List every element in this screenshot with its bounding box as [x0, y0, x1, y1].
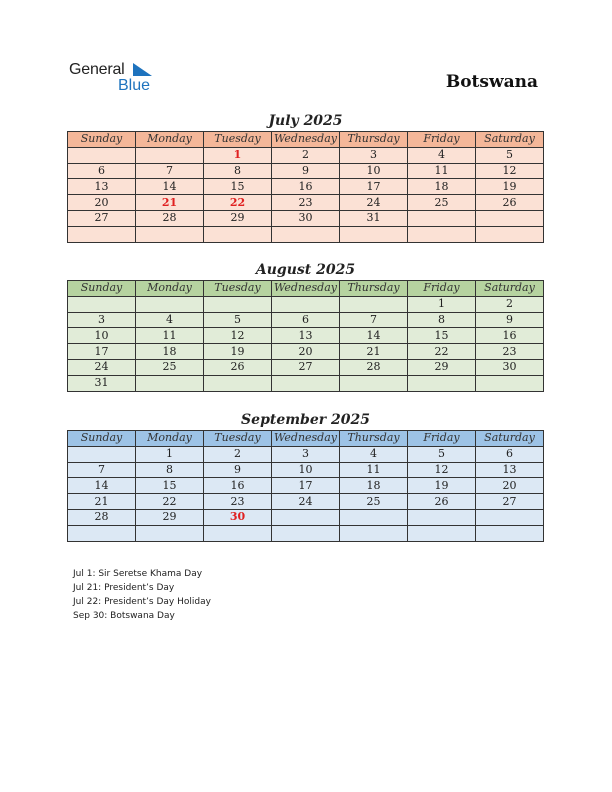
day-cell: 10: [272, 462, 340, 478]
day-cell: 10: [68, 328, 136, 344]
empty-day-cell: [476, 509, 544, 525]
day-cell: 18: [408, 179, 476, 195]
calendar-grid: [67, 280, 544, 392]
day-cell: 25: [136, 359, 204, 375]
day-cell: 9: [204, 462, 272, 478]
day-cell: 14: [136, 179, 204, 195]
day-cell: 19: [408, 478, 476, 494]
empty-day-cell: [272, 375, 340, 391]
day-cell: 27: [476, 494, 544, 510]
empty-day-cell: [408, 525, 476, 541]
week-row: [68, 226, 544, 242]
weekday-header: Tuesday: [204, 281, 272, 297]
day-cell: 4: [340, 446, 408, 462]
day-cell: 3: [340, 147, 408, 163]
day-cell: 15: [136, 478, 204, 494]
weekday-header: Wednesday: [272, 281, 340, 297]
empty-day-cell: [340, 375, 408, 391]
calendar-grid: [67, 131, 544, 243]
calendar-grid: [67, 430, 544, 542]
day-cell: 15: [204, 179, 272, 195]
weekday-header: Friday: [408, 132, 476, 148]
day-cell: 16: [204, 478, 272, 494]
empty-day-cell: [476, 375, 544, 391]
day-cell: 2: [476, 296, 544, 312]
month-september: [67, 411, 544, 542]
holiday-note: Jul 1: Sir Seretse Khama Day: [73, 569, 203, 579]
day-cell: 21: [68, 494, 136, 510]
empty-day-cell: [408, 509, 476, 525]
day-cell: 23: [476, 344, 544, 360]
week-row: [68, 344, 544, 360]
logo-triangle-icon: [133, 63, 153, 77]
empty-day-cell: [408, 226, 476, 242]
empty-day-cell: [136, 226, 204, 242]
week-row: [68, 375, 544, 391]
week-row: [68, 328, 544, 344]
day-cell: 20: [272, 344, 340, 360]
day-cell: 28: [340, 359, 408, 375]
logo: [69, 61, 169, 97]
day-cell: 14: [68, 478, 136, 494]
day-cell: 30: [272, 210, 340, 226]
empty-day-cell: [272, 525, 340, 541]
weekday-header: Saturday: [476, 431, 544, 447]
day-cell: 1: [204, 147, 272, 163]
day-cell: 11: [408, 163, 476, 179]
weekday-header: Thursday: [340, 431, 408, 447]
month-august: [67, 261, 544, 392]
empty-day-cell: [272, 509, 340, 525]
weekday-header-row: [68, 132, 544, 148]
day-cell: 13: [68, 179, 136, 195]
day-cell: 4: [136, 312, 204, 328]
weekday-header: Monday: [136, 281, 204, 297]
weekday-header: Monday: [136, 132, 204, 148]
day-cell: 31: [340, 210, 408, 226]
logo-word-blue: Blue: [118, 77, 151, 94]
day-cell: 3: [272, 446, 340, 462]
month-july: [67, 112, 544, 243]
empty-day-cell: [68, 296, 136, 312]
weekday-header: Wednesday: [272, 132, 340, 148]
day-cell: 5: [476, 147, 544, 163]
day-cell: 6: [476, 446, 544, 462]
day-cell: 29: [408, 359, 476, 375]
day-cell: 6: [272, 312, 340, 328]
day-cell: 24: [68, 359, 136, 375]
day-cell: 1: [408, 296, 476, 312]
day-cell: 7: [68, 462, 136, 478]
day-cell: 7: [340, 312, 408, 328]
day-cell: 15: [408, 328, 476, 344]
day-cell: 29: [204, 210, 272, 226]
weekday-header: Sunday: [68, 431, 136, 447]
day-cell: 21: [136, 195, 204, 211]
day-cell: 26: [476, 195, 544, 211]
day-cell: 11: [136, 328, 204, 344]
empty-day-cell: [68, 226, 136, 242]
weekday-header-row: [68, 281, 544, 297]
day-cell: 28: [136, 210, 204, 226]
day-cell: 22: [136, 494, 204, 510]
week-row: [68, 312, 544, 328]
day-cell: 25: [408, 195, 476, 211]
empty-day-cell: [272, 296, 340, 312]
day-cell: 26: [408, 494, 476, 510]
week-row: [68, 210, 544, 226]
week-row: [68, 296, 544, 312]
empty-day-cell: [408, 210, 476, 226]
week-row: [68, 462, 544, 478]
empty-day-cell: [204, 226, 272, 242]
empty-day-cell: [340, 296, 408, 312]
day-cell: 13: [476, 462, 544, 478]
day-cell: 27: [272, 359, 340, 375]
day-cell: 3: [68, 312, 136, 328]
day-cell: 23: [204, 494, 272, 510]
weekday-header: Saturday: [476, 281, 544, 297]
day-cell: 30: [476, 359, 544, 375]
day-cell: 16: [272, 179, 340, 195]
day-cell: 5: [408, 446, 476, 462]
holiday-note: Jul 22: President’s Day Holiday: [73, 597, 211, 607]
day-cell: 18: [340, 478, 408, 494]
weekday-header: Friday: [408, 281, 476, 297]
day-cell: 8: [408, 312, 476, 328]
holiday-note: Sep 30: Botswana Day: [73, 611, 175, 621]
day-cell: 5: [204, 312, 272, 328]
weekday-header: Monday: [136, 431, 204, 447]
empty-day-cell: [340, 509, 408, 525]
empty-day-cell: [136, 525, 204, 541]
day-cell: 2: [204, 446, 272, 462]
day-cell: 8: [136, 462, 204, 478]
country-title: Botswana: [445, 72, 538, 92]
empty-day-cell: [136, 296, 204, 312]
day-cell: 18: [136, 344, 204, 360]
month-title: August 2025: [255, 262, 356, 278]
empty-day-cell: [476, 226, 544, 242]
holiday-notes: [73, 567, 211, 623]
day-cell: 12: [408, 462, 476, 478]
day-cell: 17: [68, 344, 136, 360]
weekday-header: Thursday: [340, 132, 408, 148]
weekday-header: Wednesday: [272, 431, 340, 447]
day-cell: 26: [204, 359, 272, 375]
week-row: [68, 478, 544, 494]
month-title: September 2025: [241, 412, 370, 428]
day-cell: 12: [476, 163, 544, 179]
weekday-header: Sunday: [68, 132, 136, 148]
empty-day-cell: [136, 375, 204, 391]
empty-day-cell: [204, 525, 272, 541]
day-cell: 23: [272, 195, 340, 211]
empty-day-cell: [272, 226, 340, 242]
week-row: [68, 446, 544, 462]
day-cell: 19: [204, 344, 272, 360]
day-cell: 8: [204, 163, 272, 179]
day-cell: 1: [136, 446, 204, 462]
empty-day-cell: [204, 375, 272, 391]
day-cell: 4: [408, 147, 476, 163]
week-row: [68, 147, 544, 163]
empty-day-cell: [204, 296, 272, 312]
week-row: [68, 195, 544, 211]
day-cell: 2: [272, 147, 340, 163]
weekday-header: Sunday: [68, 281, 136, 297]
weekday-header-row: [68, 431, 544, 447]
day-cell: 21: [340, 344, 408, 360]
day-cell: 20: [476, 478, 544, 494]
empty-day-cell: [476, 525, 544, 541]
holiday-note: Jul 21: President’s Day: [73, 583, 175, 593]
day-cell: 24: [272, 494, 340, 510]
empty-day-cell: [476, 210, 544, 226]
day-cell: 17: [272, 478, 340, 494]
empty-day-cell: [68, 525, 136, 541]
week-row: [68, 494, 544, 510]
weekday-header: Friday: [408, 431, 476, 447]
day-cell: 20: [68, 195, 136, 211]
empty-day-cell: [340, 226, 408, 242]
day-cell: 12: [204, 328, 272, 344]
day-cell: 10: [340, 163, 408, 179]
day-cell: 30: [204, 509, 272, 525]
empty-day-cell: [136, 147, 204, 163]
empty-day-cell: [68, 147, 136, 163]
week-row: [68, 359, 544, 375]
day-cell: 29: [136, 509, 204, 525]
weekday-header: Tuesday: [204, 132, 272, 148]
day-cell: 27: [68, 210, 136, 226]
weekday-header: Saturday: [476, 132, 544, 148]
empty-day-cell: [408, 375, 476, 391]
day-cell: 9: [476, 312, 544, 328]
day-cell: 24: [340, 195, 408, 211]
day-cell: 16: [476, 328, 544, 344]
week-row: [68, 525, 544, 541]
day-cell: 28: [68, 509, 136, 525]
day-cell: 31: [68, 375, 136, 391]
day-cell: 7: [136, 163, 204, 179]
day-cell: 11: [340, 462, 408, 478]
day-cell: 22: [204, 195, 272, 211]
week-row: [68, 179, 544, 195]
empty-day-cell: [68, 446, 136, 462]
empty-day-cell: [340, 525, 408, 541]
week-row: [68, 163, 544, 179]
week-row: [68, 509, 544, 525]
day-cell: 19: [476, 179, 544, 195]
day-cell: 17: [340, 179, 408, 195]
logo-word-general: General: [69, 61, 125, 78]
weekday-header: Thursday: [340, 281, 408, 297]
day-cell: 9: [272, 163, 340, 179]
weekday-header: Tuesday: [204, 431, 272, 447]
day-cell: 14: [340, 328, 408, 344]
day-cell: 22: [408, 344, 476, 360]
day-cell: 6: [68, 163, 136, 179]
day-cell: 13: [272, 328, 340, 344]
day-cell: 25: [340, 494, 408, 510]
month-title: July 2025: [268, 113, 343, 129]
